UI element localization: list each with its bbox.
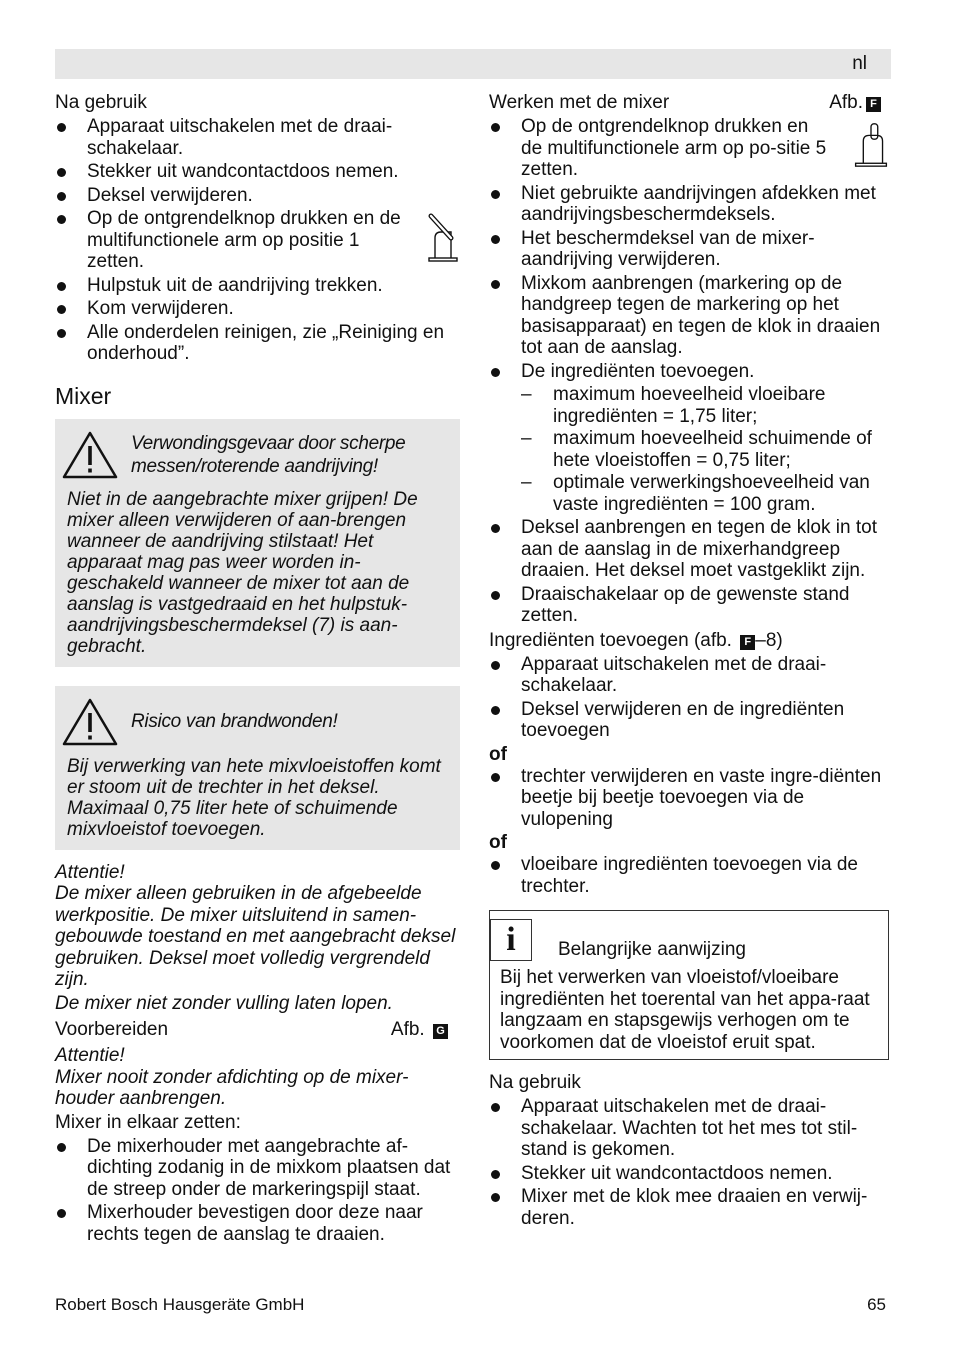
werken-heading: Werken met de mixer xyxy=(489,92,670,113)
list-item: Stekker uit wandcontactdoos nemen. xyxy=(489,1163,893,1185)
warning-triangle-icon xyxy=(61,697,119,747)
list-item: De ingrediënten toevoegen. xyxy=(489,361,893,383)
or-label: of xyxy=(489,832,507,853)
figure-letter-badge: F xyxy=(866,97,881,112)
info-body: Bij het verwerken van vloeistof/vloeibare ingrediënten het toerental van het appa-raat langzaam en stapsgewijs verhogen om te voorkomen dat de vloeistof eruit spat. xyxy=(500,967,870,1053)
list-item: – maximum hoeveelheid schuimende of hete vloeistoffen = 0,75 liter; xyxy=(489,428,893,471)
list-item: De mixerhouder met aangebrachte af-dichting zodanig in de mixkom plaatsen dat de streep onder de markeringspijl staat. xyxy=(55,1136,460,1201)
warning-title: Verwondingsgevaar door scherpe messen/roterende aandrijving! xyxy=(131,432,406,477)
list-item: Hulpstuk uit de aandrijving trekken. xyxy=(55,275,460,297)
figure-letter-badge: G xyxy=(433,1024,448,1039)
list-item: Apparaat uitschakelen met de draai-schakelaar. xyxy=(489,654,893,697)
warning-box-burns xyxy=(55,686,460,850)
quantity-list xyxy=(489,384,893,515)
language-code: nl xyxy=(852,53,867,74)
attentie-heading: Attentie! xyxy=(55,1045,125,1066)
page-number: 65 xyxy=(867,1295,886,1314)
ingredienten-list xyxy=(489,654,893,742)
ingredienten-list-2 xyxy=(489,766,893,831)
list-item: vloeibare ingrediënten toevoegen via de trechter. xyxy=(489,854,893,897)
list-item: Deksel aanbrengen en tegen de klok in tot aan de aanslag in de mixerhandgreep draaien. Het deksel moet vastgeklikt zijn. xyxy=(489,517,893,582)
warning-box-blades xyxy=(55,419,460,667)
attentie-body-2: De mixer niet zonder vulling laten lopen. xyxy=(55,992,393,1014)
footer-company: Robert Bosch Hausgeräte GmbH xyxy=(55,1295,305,1314)
list-item: Kom verwijderen. xyxy=(55,298,460,320)
list-item: trechter verwijderen en vaste ingre-diënten beetje bij beetje toevoegen via de vulopening xyxy=(489,766,893,831)
ingredienten-heading: Ingrediënten toevoegen (afb. F –8) xyxy=(489,629,783,651)
attentie-heading: Attentie! xyxy=(55,861,125,883)
voorbereiden-heading-row xyxy=(55,1019,460,1041)
list-item: Apparaat uitschakelen met de draai-schakelaar. Wachten tot het mes tot stil-stand is gekomen. xyxy=(489,1096,893,1161)
list-item: Alle onderdelen reinigen, zie „Reiniging en onderhoud”. xyxy=(55,322,460,365)
werken-list xyxy=(489,116,893,382)
ingredienten-list-3 xyxy=(489,854,893,897)
warning-triangle-icon xyxy=(61,430,119,480)
list-item: Mixer met de klok mee draaien en verwij-deren. xyxy=(489,1186,893,1229)
na-gebruik-heading-2: Na gebruik xyxy=(489,1072,581,1093)
list-item: Mixerhouder bevestigen door deze naar rechts tegen de aanslag te draaien. xyxy=(55,1202,460,1245)
info-title: Belangrijke aanwijzing xyxy=(558,939,746,960)
multifunction-arm-position-1-icon xyxy=(421,208,461,264)
figure-reference: Afb. F xyxy=(829,92,881,114)
list-item: Op de ontgrendelknop drukken en de multifunctionele arm op po-sitie 5 zetten. xyxy=(489,116,893,181)
list-item: Draaischakelaar op de gewenste stand zetten. xyxy=(489,584,893,627)
list-item: Deksel verwijderen en de ingrediënten toevoegen xyxy=(489,699,893,742)
or-label: of xyxy=(489,743,507,765)
werken-list-2 xyxy=(489,517,893,627)
na-gebruik-heading: Na gebruik xyxy=(55,92,147,113)
list-item: – optimale verwerkingshoeveelheid van vaste ingrediënten = 100 gram. xyxy=(489,472,893,515)
list-item: Apparaat uitschakelen met de draai-schakelaar. xyxy=(55,116,460,159)
list-item: Op de ontgrendelknop drukken en de multifunctionele arm op positie 1 zetten. xyxy=(55,208,460,273)
attentie-body: De mixer alleen gebruiken in de afgebeelde werkpositie. De mixer uitsluitend in samen-gebouwde toestand en met aangebracht deksel gebruiken. Deksel moet volledig vergrendeld zijn. xyxy=(55,883,456,990)
na-gebruik-list xyxy=(55,116,460,365)
attentie-body: Mixer nooit zonder afdichting op de mixer-houder aanbrengen. xyxy=(55,1066,409,1109)
info-icon: i xyxy=(490,919,532,961)
list-item: Stekker uit wandcontactdoos nemen. xyxy=(55,161,460,183)
warning-title: Risico van brandwonden! xyxy=(131,711,338,732)
voorbereiden-list xyxy=(55,1136,460,1246)
werken-heading-row xyxy=(489,92,893,114)
list-item: Deksel verwijderen. xyxy=(55,185,460,207)
info-box xyxy=(489,910,889,1060)
list-item: – maximum hoeveelheid vloeibare ingrediënten = 1,75 liter; xyxy=(489,384,893,427)
figure-reference: Afb. G xyxy=(391,1019,448,1041)
left-column xyxy=(55,92,460,1247)
language-bar xyxy=(55,49,891,79)
list-item: Niet gebruikte aandrijvingen afdekken met aandrijvingsbeschermdeksels. xyxy=(489,183,893,226)
assembly-intro: Mixer in elkaar zetten: xyxy=(55,1111,241,1133)
warning-body: Niet in de aangebrachte mixer grijpen! De mixer alleen verwijderen of aan-brengen wanneer de aandrijving stilstaat! Het apparaat mag pas weer worden in-geschakeld wanneer de mixer tot aan de aanslag is vastgedraaid en het hulpstuk-aandrijvingsbeschermdeksel (7) is aan-gebracht. xyxy=(67,488,418,657)
warning-body: Bij verwerking van hete mixvloeistoffen komt er stoom uit de trechter in het deksel. Maximaal 0,75 liter hete of schuimende mixvloeistof toevoegen. xyxy=(67,755,441,840)
list-item: Het beschermdeksel van de mixer-aandrijving verwijderen. xyxy=(489,228,893,271)
figure-letter-badge: F xyxy=(740,635,755,650)
mixer-heading: Mixer xyxy=(55,382,112,409)
right-column xyxy=(489,92,893,1231)
voorbereiden-heading: Voorbereiden xyxy=(55,1019,169,1040)
list-item: Mixkom aanbrengen (markering op de handgreep tegen de markering op het basisapparaat) en tegen de klok in draaien tot aan de aanslag. xyxy=(489,273,893,359)
na-gebruik-list-2 xyxy=(489,1096,893,1229)
